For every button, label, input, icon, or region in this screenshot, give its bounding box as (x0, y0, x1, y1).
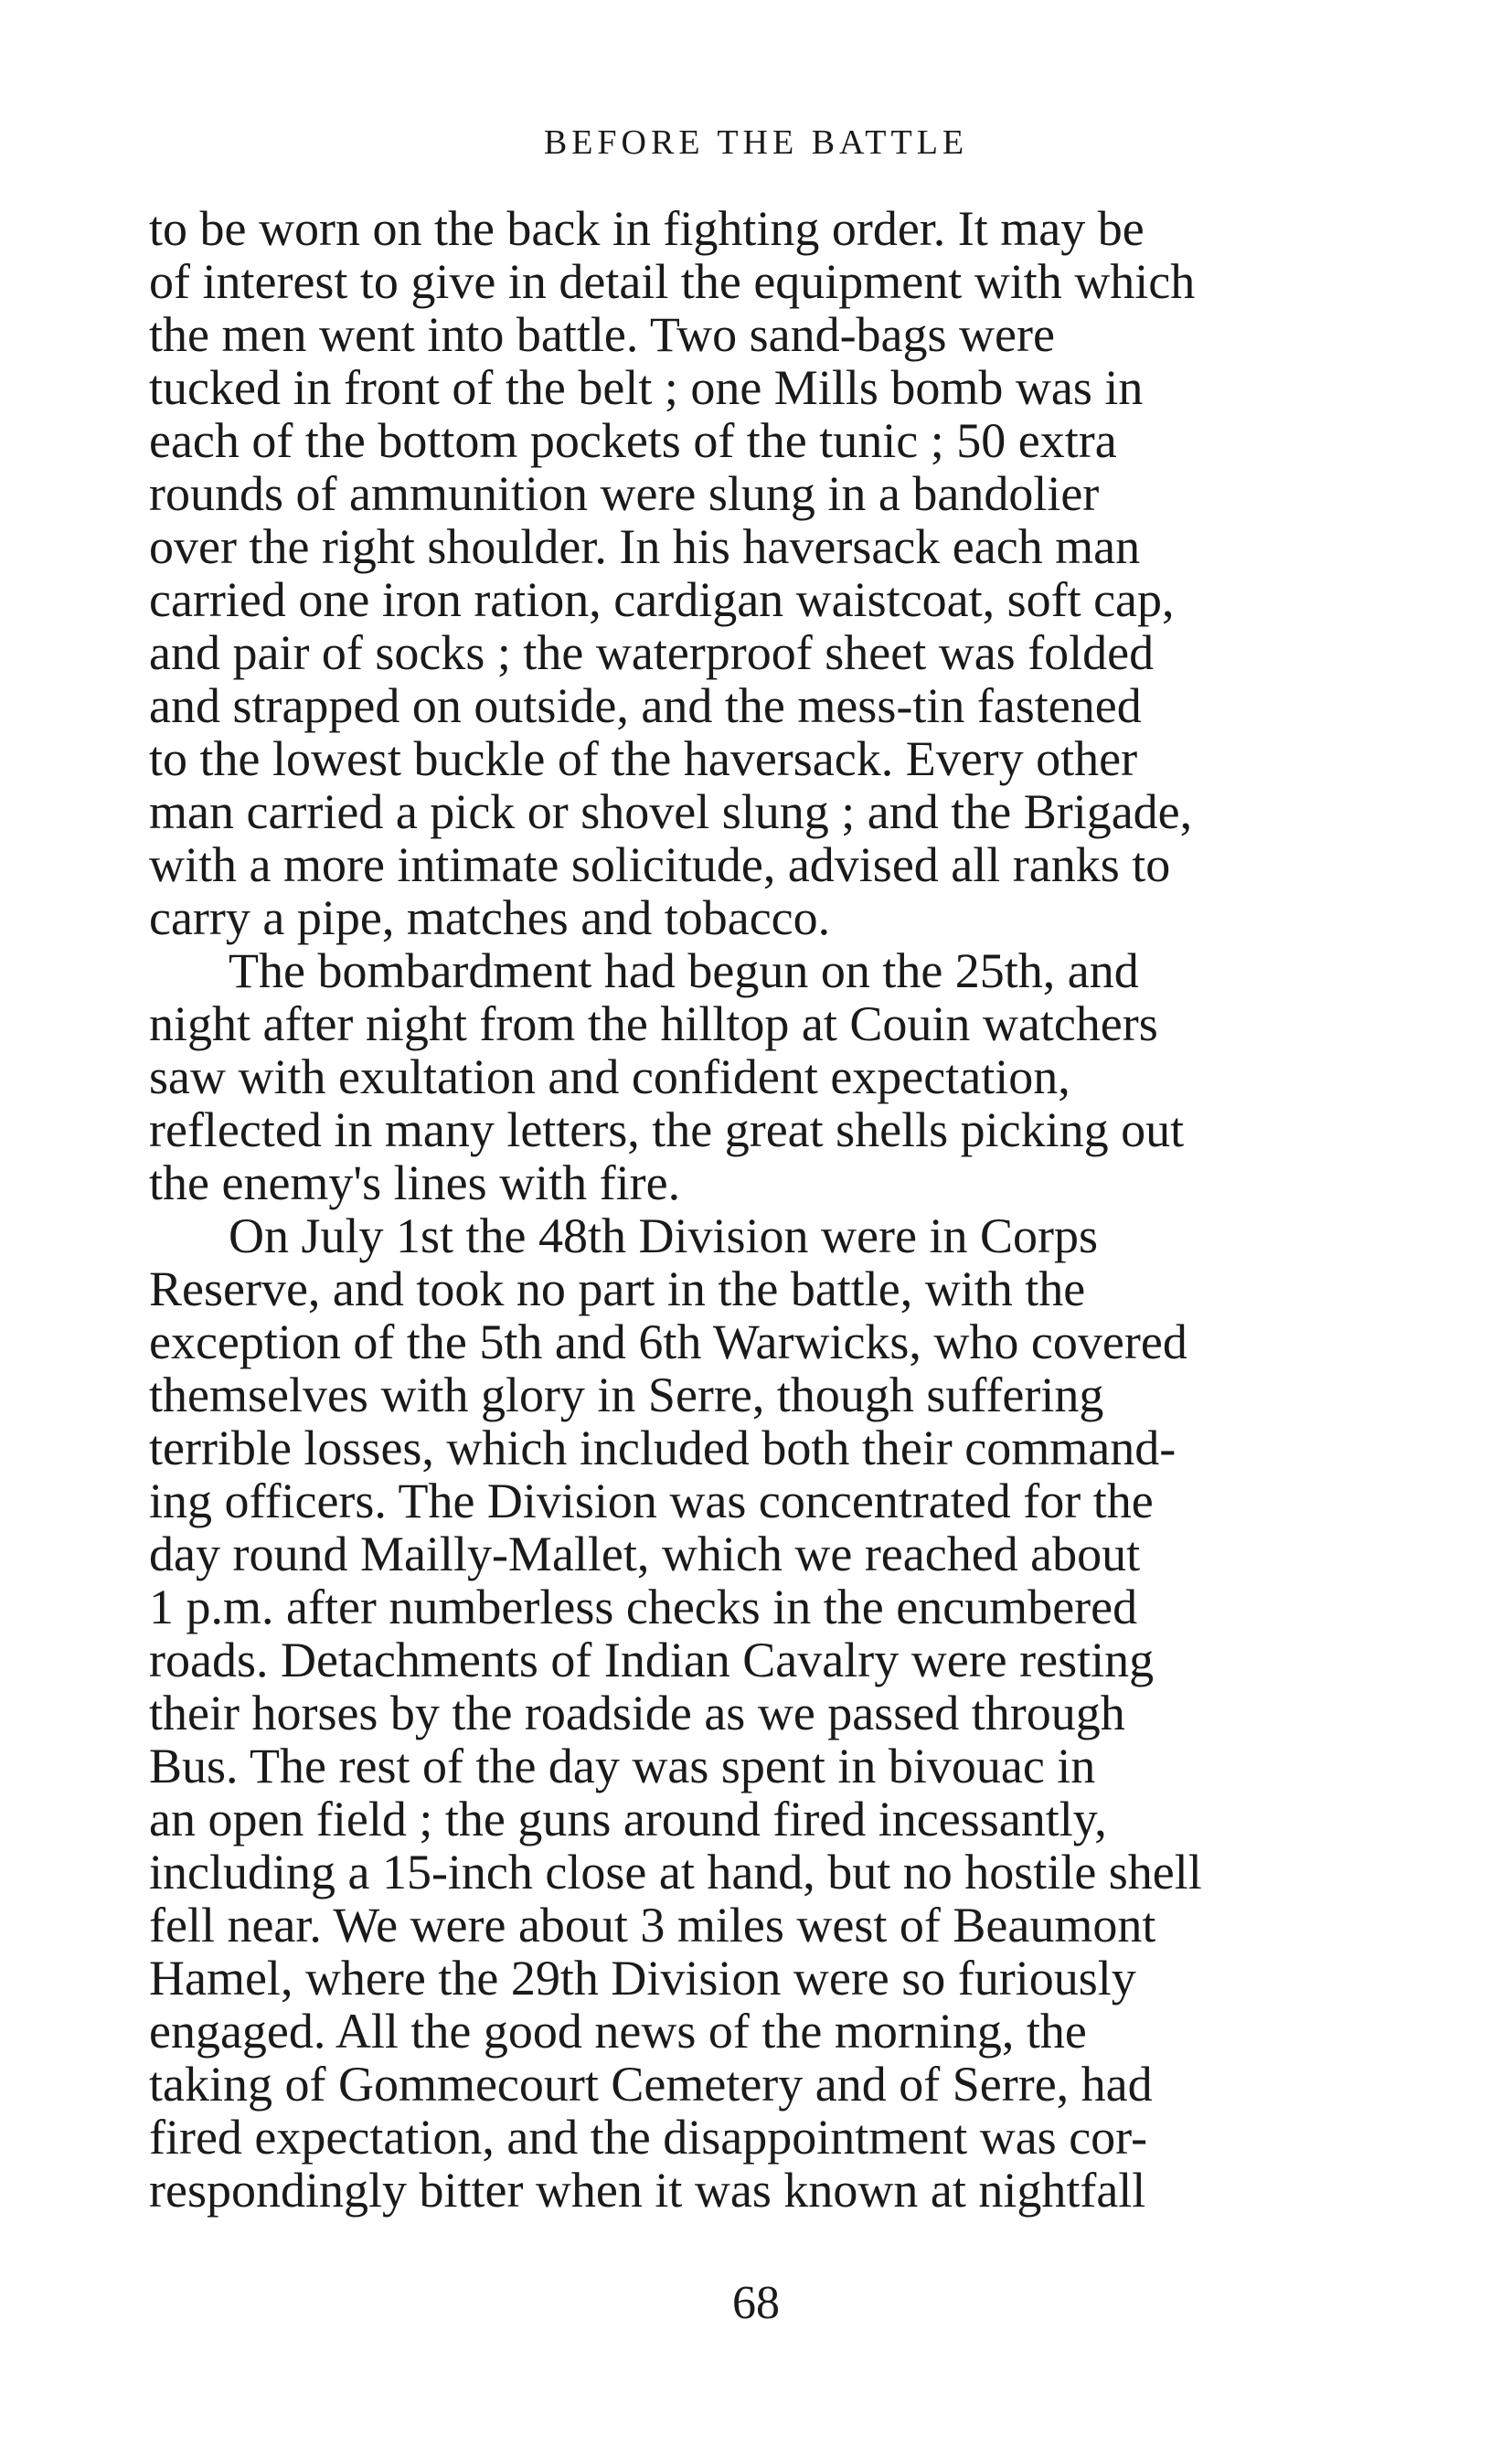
text-line: each of the bottom pockets of the tunic ; 50 extra (149, 413, 1117, 468)
text-line: an open field ; the guns around fired incessantly, (149, 1792, 1107, 1846)
text-line: including a 15-inch close at hand, but no hostile shell (149, 1845, 1202, 1899)
page-number: 68 (732, 2277, 780, 2329)
text-line: of interest to give in detail the equipment with which (149, 254, 1196, 309)
text-line: carried one iron ration, cardigan waistcoat, soft cap, (149, 572, 1175, 627)
text-line: man carried a pick or shovel slung ; and the Brigade, (149, 784, 1193, 839)
text-line: The bombardment had begun on the 25th, and (229, 943, 1139, 998)
text-line: and pair of socks ; the waterproof sheet was folded (149, 625, 1155, 680)
text-line: the enemy's lines with fire. (149, 1155, 681, 1210)
text-line: and strapped on outside, and the mess-tin fastened (149, 678, 1142, 733)
text-line: themselves with glory in Serre, though suffering (149, 1367, 1104, 1422)
text-line: On July 1st the 48th Division were in Corps (229, 1208, 1098, 1263)
text-line: 1 p.m. after numberless checks in the encumbered (149, 1580, 1138, 1634)
text-line: ing officers. The Division was concentrated for the (149, 1474, 1154, 1528)
text-line: their horses by the roadside as we passed through (149, 1686, 1125, 1740)
text-line: saw with exultation and confident expectation, (149, 1049, 1070, 1104)
text-line: carry a pipe, matches and tobacco. (149, 890, 831, 945)
text-line: taking of Gommecourt Cemetery and of Serre, had (149, 2057, 1153, 2112)
text-line: respondingly bitter when it was known at nightfall (149, 2163, 1146, 2218)
running-head: BEFORE THE BATTLE (543, 123, 969, 162)
text-line: Bus. The rest of the day was spent in bivouac in (149, 1739, 1096, 1793)
text-line: tucked in front of the belt ; one Mills bomb was in (149, 360, 1144, 415)
text-line: Reserve, and took no part in the battle, with the (149, 1261, 1086, 1316)
text-line: with a more intimate solicitude, advised all ranks to (149, 837, 1171, 892)
text-line: reflected in many letters, the great shells picking out (149, 1102, 1185, 1157)
text-line: to be worn on the back in fighting order. It may be (149, 201, 1145, 256)
text-line: roads. Detachments of Indian Cavalry were resting (149, 1633, 1155, 1687)
text-line: fell near. We were about 3 miles west of Beaumont (149, 1898, 1156, 1953)
text-line: terrible losses, which included both their command- (149, 1421, 1177, 1475)
text-line: engaged. All the good news of the morning, the (149, 2004, 1087, 2059)
text-line: night after night from the hilltop at Couin watchers (149, 996, 1158, 1051)
text-line: Hamel, where the 29th Division were so furiously (149, 1951, 1136, 2006)
text-line: to the lowest buckle of the haversack. Every other (149, 731, 1138, 786)
text-line: over the right shoulder. In his haversack each man (149, 519, 1141, 574)
text-line: fired expectation, and the disappointment was cor- (149, 2110, 1148, 2165)
text-line: rounds of ammunition were slung in a bandolier (149, 466, 1100, 521)
text-line: exception of the 5th and 6th Warwicks, who covered (149, 1314, 1187, 1369)
text-line: day round Mailly-Mallet, which we reached about (149, 1527, 1141, 1581)
text-line: the men went into battle. Two sand-bags were (149, 307, 1055, 362)
